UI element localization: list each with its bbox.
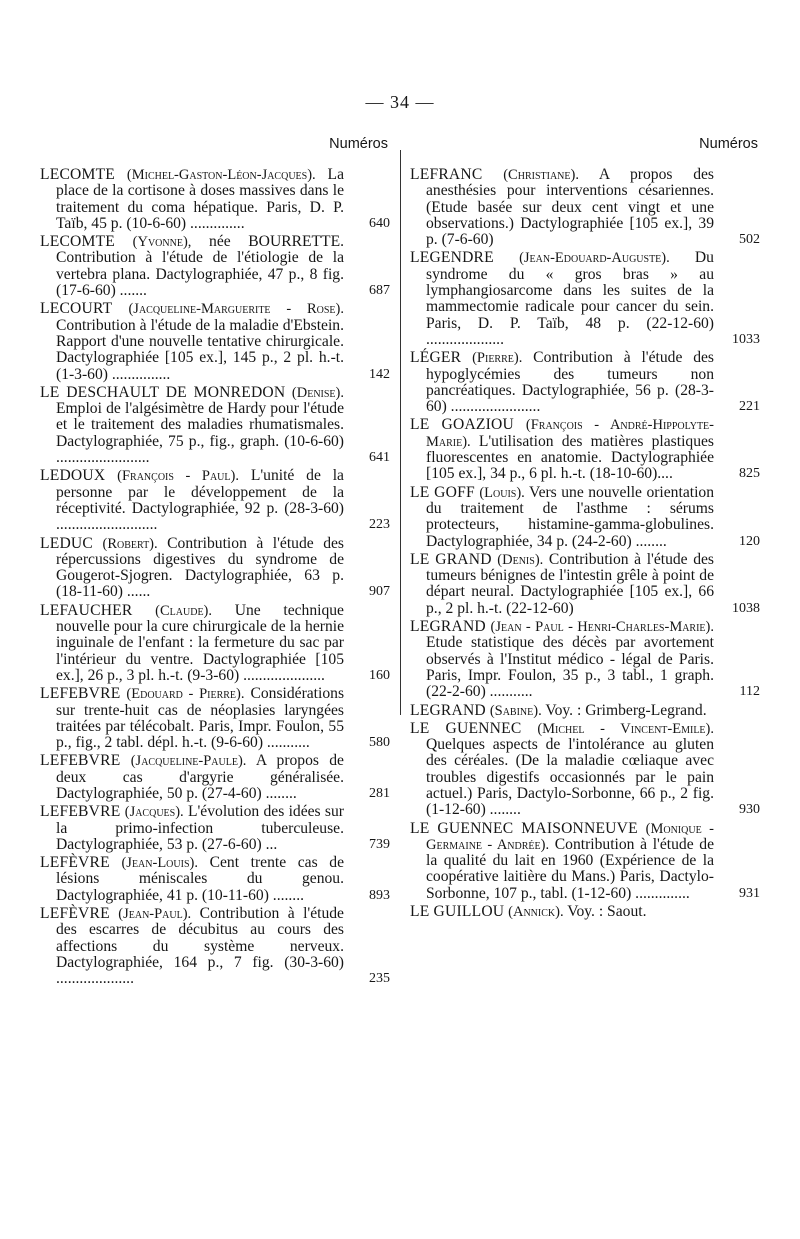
author-surname: LEFÈVRE — [40, 905, 110, 923]
author-surname: LE GUENNEC MAISONNEUVE — [410, 819, 638, 837]
thesis-description: Voy. : Saout. — [567, 903, 647, 921]
thesis-entry — [40, 301, 390, 382]
thesis-description: née BOURRETTE. Contribution à l'étude de l'étiologie de la vertebra plana. Dactylographiée, 47 p., 8 fig. (17-6-60) ....... — [56, 233, 345, 300]
column-divider — [400, 150, 401, 715]
author-given-names: (Jean - Paul - Henri-Charles-Marie). — [490, 619, 714, 636]
author-surname: LE GRAND — [410, 550, 492, 568]
author-given-names: (Denise). — [291, 384, 344, 401]
author-surname: LE GOFF — [410, 483, 475, 501]
thesis-description: Cent trente cas de lésions méniscales du genou. Dactylographiée, 41 p. (10-11-60) ........ — [56, 854, 345, 904]
author-surname: LEGRAND — [410, 618, 486, 636]
author-given-names: (Jean-Edouard-Auguste). — [519, 250, 670, 267]
thesis-entry — [40, 234, 390, 299]
thesis-description: A propos des anesthésies pour interventions césariennes. (Etude basée sur deux cent vingt et une observations.) Dactylographiée [105 ex.], 39 p. (7-6-60) — [426, 166, 715, 249]
thesis-description: Voy. : Grimberg-Legrand. — [545, 701, 707, 719]
thesis-number: 281 — [369, 785, 390, 801]
thesis-number: 641 — [369, 450, 390, 466]
thesis-description: Contribution à l'étude de la qualité du lait en 1960 (Expérience de la coopérative laitière du Mans.) Paris, Dactylo-Sorbonne, 107 p., tabl. (1-12-60) .............. — [426, 835, 715, 902]
author-surname: LECOURT — [40, 300, 113, 318]
left-column — [40, 133, 390, 990]
thesis-number: 1038 — [732, 600, 760, 616]
author-surname: LE GOAZIOU — [410, 416, 514, 434]
column-header: Numéros — [699, 136, 758, 152]
thesis-description: A propos de deux cas d'argyrie généralisée. Dactylographiée, 50 p. (27-4-60) ........ — [56, 752, 344, 802]
author-surname: LÉGER — [410, 349, 462, 367]
thesis-entry — [410, 167, 760, 248]
thesis-description: Une technique nouvelle pour la cure chirurgicale de la hernie inguinale de l'enfant : la fermeture du sac par l'intérieur du ventre. Dactylographiée [105 ex.], 26 p., 3 pl. h.-t. (9-3-60) ..................... — [56, 601, 344, 684]
thesis-entry — [410, 417, 760, 482]
thesis-entry — [40, 804, 390, 853]
thesis-number: 120 — [739, 533, 760, 549]
author-given-names: (Pierre). — [472, 350, 523, 367]
author-given-names: (Monique - Germaine - Andrée). — [426, 820, 714, 853]
author-surname: LEDOUX — [40, 467, 106, 485]
column-header: Numéros — [329, 136, 388, 152]
author-given-names: (Sabine). — [489, 702, 542, 719]
author-given-names: (Robert). — [102, 535, 158, 552]
author-given-names: (Jacqueline-Paule). — [130, 753, 247, 770]
thesis-description: L'unité de la personne par le développement de la réceptivité. Dactylographiée, 92 p. (28-3-60) .......................... — [56, 467, 344, 534]
thesis-number: 930 — [739, 802, 760, 818]
author-given-names: (Jean-Louis). — [121, 855, 198, 872]
author-surname: LEFAUCHER — [40, 601, 133, 619]
author-given-names: (Denis). — [497, 551, 544, 568]
author-surname: LEGENDRE — [410, 249, 494, 267]
author-given-names: (Claude). — [155, 602, 213, 619]
thesis-number: 502 — [739, 232, 760, 248]
thesis-entry — [40, 906, 390, 987]
thesis-entry — [410, 703, 760, 719]
author-surname: LE GUILLOU — [410, 903, 505, 921]
right-column — [410, 133, 760, 922]
thesis-description: Contribution à l'étude des hypoglycémies des tumeurs non pancréatiques. Dactylographiée, 56 p. (28-3-60) ....................... — [426, 349, 714, 416]
thesis-number: 1033 — [732, 331, 760, 347]
thesis-number: 687 — [369, 283, 390, 299]
author-surname: LEFRANC — [410, 166, 483, 183]
thesis-number: 893 — [369, 887, 390, 903]
thesis-entry — [410, 619, 760, 700]
thesis-description: L'utilisation des matières plastiques fluorescentes en anatomie. Dactylographiée [105 ex.], 34 p., 6 pl. h.-t. (18-10-60).... — [426, 432, 714, 483]
entry-list — [410, 167, 760, 920]
page-number: — 34 — — [365, 92, 435, 112]
author-given-names: (François - André-Hippolyte-Marie). — [426, 417, 714, 450]
author-surname: LEFEBVRE — [40, 752, 121, 770]
author-given-names: (Jacqueline-Marguerite - Rose). — [128, 301, 344, 318]
thesis-entry — [410, 821, 760, 902]
author-given-names: (Yvonne), — [132, 234, 192, 251]
author-given-names: (Jean-Paul). — [118, 906, 192, 923]
thesis-entry — [410, 721, 760, 819]
thesis-entry — [410, 552, 760, 617]
thesis-description: Contribution à l'étude des répercussions digestives du syndrome de Gougerot-Sjogren. Dactylographiée, 63 p. (18-11-60) ...... — [56, 534, 344, 601]
thesis-entry — [410, 350, 760, 415]
thesis-entry — [40, 385, 390, 466]
thesis-description: Du syndrome du « gros bras » au lymphangiosarcome dans les suites de la mammectomie radicale pour cancer du sein. Paris, D. P. Taïb, 48 p. (22-12-60) .................... — [426, 249, 714, 348]
thesis-description: Etude statistique des décès par avortement observés à l'Institut médico - légal de Paris. Paris, Impr. Foulon, 35 p., 3 tabl., 1 graph. (22-2-60) ........... — [426, 634, 714, 701]
thesis-number: 825 — [739, 466, 760, 482]
thesis-description: Quelques aspects de l'intolérance au gluten des céréales. (De la maladie cœliaque avec troubles digestifs occasionnés par le pain actuel.) Paris, Dactylo-Sorbonne, 66 p., 2 fig. (1-12-60) ........ — [426, 736, 714, 819]
thesis-description: Contribution à l'étude des escarres de décubitus au cours des affections du système nerveux. Dactylographiée, 164 p., 7 fig. (30-3-60) .................... — [56, 905, 344, 988]
author-surname: LECOMTE — [40, 166, 116, 183]
author-surname: LEDUC — [40, 534, 93, 552]
thesis-entry — [40, 603, 390, 684]
author-given-names: (Michel - Vincent-Emile). — [537, 720, 714, 737]
thesis-description: Emploi de l'algésimètre de Hardy pour l'étude et le traitement des maladies rhumatismales. Dactylographiée, 75 p., fig., graph. (10-6-60) ........................ — [56, 400, 344, 467]
thesis-description: Contribution à l'étude des tumeurs bénignes de l'intestin grêle à point de départ neural. Dactylographiée [105 ex.], 66 p., 2 pl. h.-t. (22-12-60) — [426, 550, 714, 617]
author-given-names: (Michel-Gaston-Léon-Jacques). — [126, 167, 316, 183]
thesis-entry — [410, 250, 760, 348]
thesis-entry — [40, 855, 390, 904]
thesis-entry — [40, 753, 390, 802]
thesis-number: 160 — [369, 667, 390, 683]
thesis-entry — [40, 686, 390, 751]
author-given-names: (François - Paul). — [117, 468, 239, 485]
author-given-names: (Jacques). — [124, 804, 184, 821]
thesis-description: Considérations sur trente-huit cas de néoplasies laryngées traitées par télécobalt. Paris, Impr. Foulon, 55 p., fig., 2 tabl. dépl. h.-t. (9-6-60) ........... — [56, 685, 345, 752]
author-surname: LEGRAND — [410, 701, 486, 719]
author-surname: LEFÈVRE — [40, 854, 110, 872]
author-given-names: (Christiane). — [503, 167, 579, 183]
author-given-names: (Annick). — [508, 904, 564, 921]
thesis-number: 142 — [369, 366, 390, 382]
author-given-names: (Louis). — [479, 484, 525, 501]
thesis-description: Vers une nouvelle orientation du traitement de l'asthme : sérums protecteurs, histamine-gamma-globulines. Dactylographiée, 34 p. (24-2-60) ........ — [426, 483, 714, 550]
thesis-number: 907 — [369, 584, 390, 600]
thesis-description: Contribution à l'étude de la maladie d'Ebstein. Rapport d'une nouvelle tentative chirurgicale. Dactylographiée [105 ex.], 145 p., 2 pl. h.-t. (1-3-60) ............... — [56, 316, 344, 383]
thesis-number: 223 — [369, 517, 390, 533]
thesis-number: 112 — [739, 684, 760, 700]
thesis-number: 235 — [369, 971, 390, 987]
author-surname: LE DESCHAULT DE MONREDON — [40, 383, 286, 401]
entry-list — [40, 167, 390, 988]
author-surname: LE GUENNEC — [410, 719, 522, 737]
author-given-names: (Edouard - Pierre). — [126, 686, 245, 703]
thesis-number: 580 — [369, 735, 390, 751]
author-surname: LEFEBVRE — [40, 685, 121, 703]
thesis-description: L'évolution des idées sur la primo-infection tuberculeuse. Dactylographiée, 53 p. (27-6-60) ... — [56, 803, 344, 853]
thesis-number: 739 — [369, 836, 390, 852]
author-surname: LEFEBVRE — [40, 803, 121, 821]
thesis-entry — [410, 904, 760, 920]
thesis-entry — [40, 468, 390, 533]
thesis-number: 640 — [369, 215, 390, 231]
thesis-number: 221 — [739, 399, 760, 415]
thesis-entry — [40, 167, 390, 232]
thesis-description: La place de la cortisone à doses massives dans le traitement du coma hépatique. Paris, D. P. Taïb, 45 p. (10-6-60) .............. — [56, 166, 344, 232]
thesis-entry — [410, 485, 760, 550]
author-surname: LECOMTE — [40, 233, 116, 251]
thesis-entry — [40, 536, 390, 601]
thesis-number: 931 — [739, 885, 760, 901]
